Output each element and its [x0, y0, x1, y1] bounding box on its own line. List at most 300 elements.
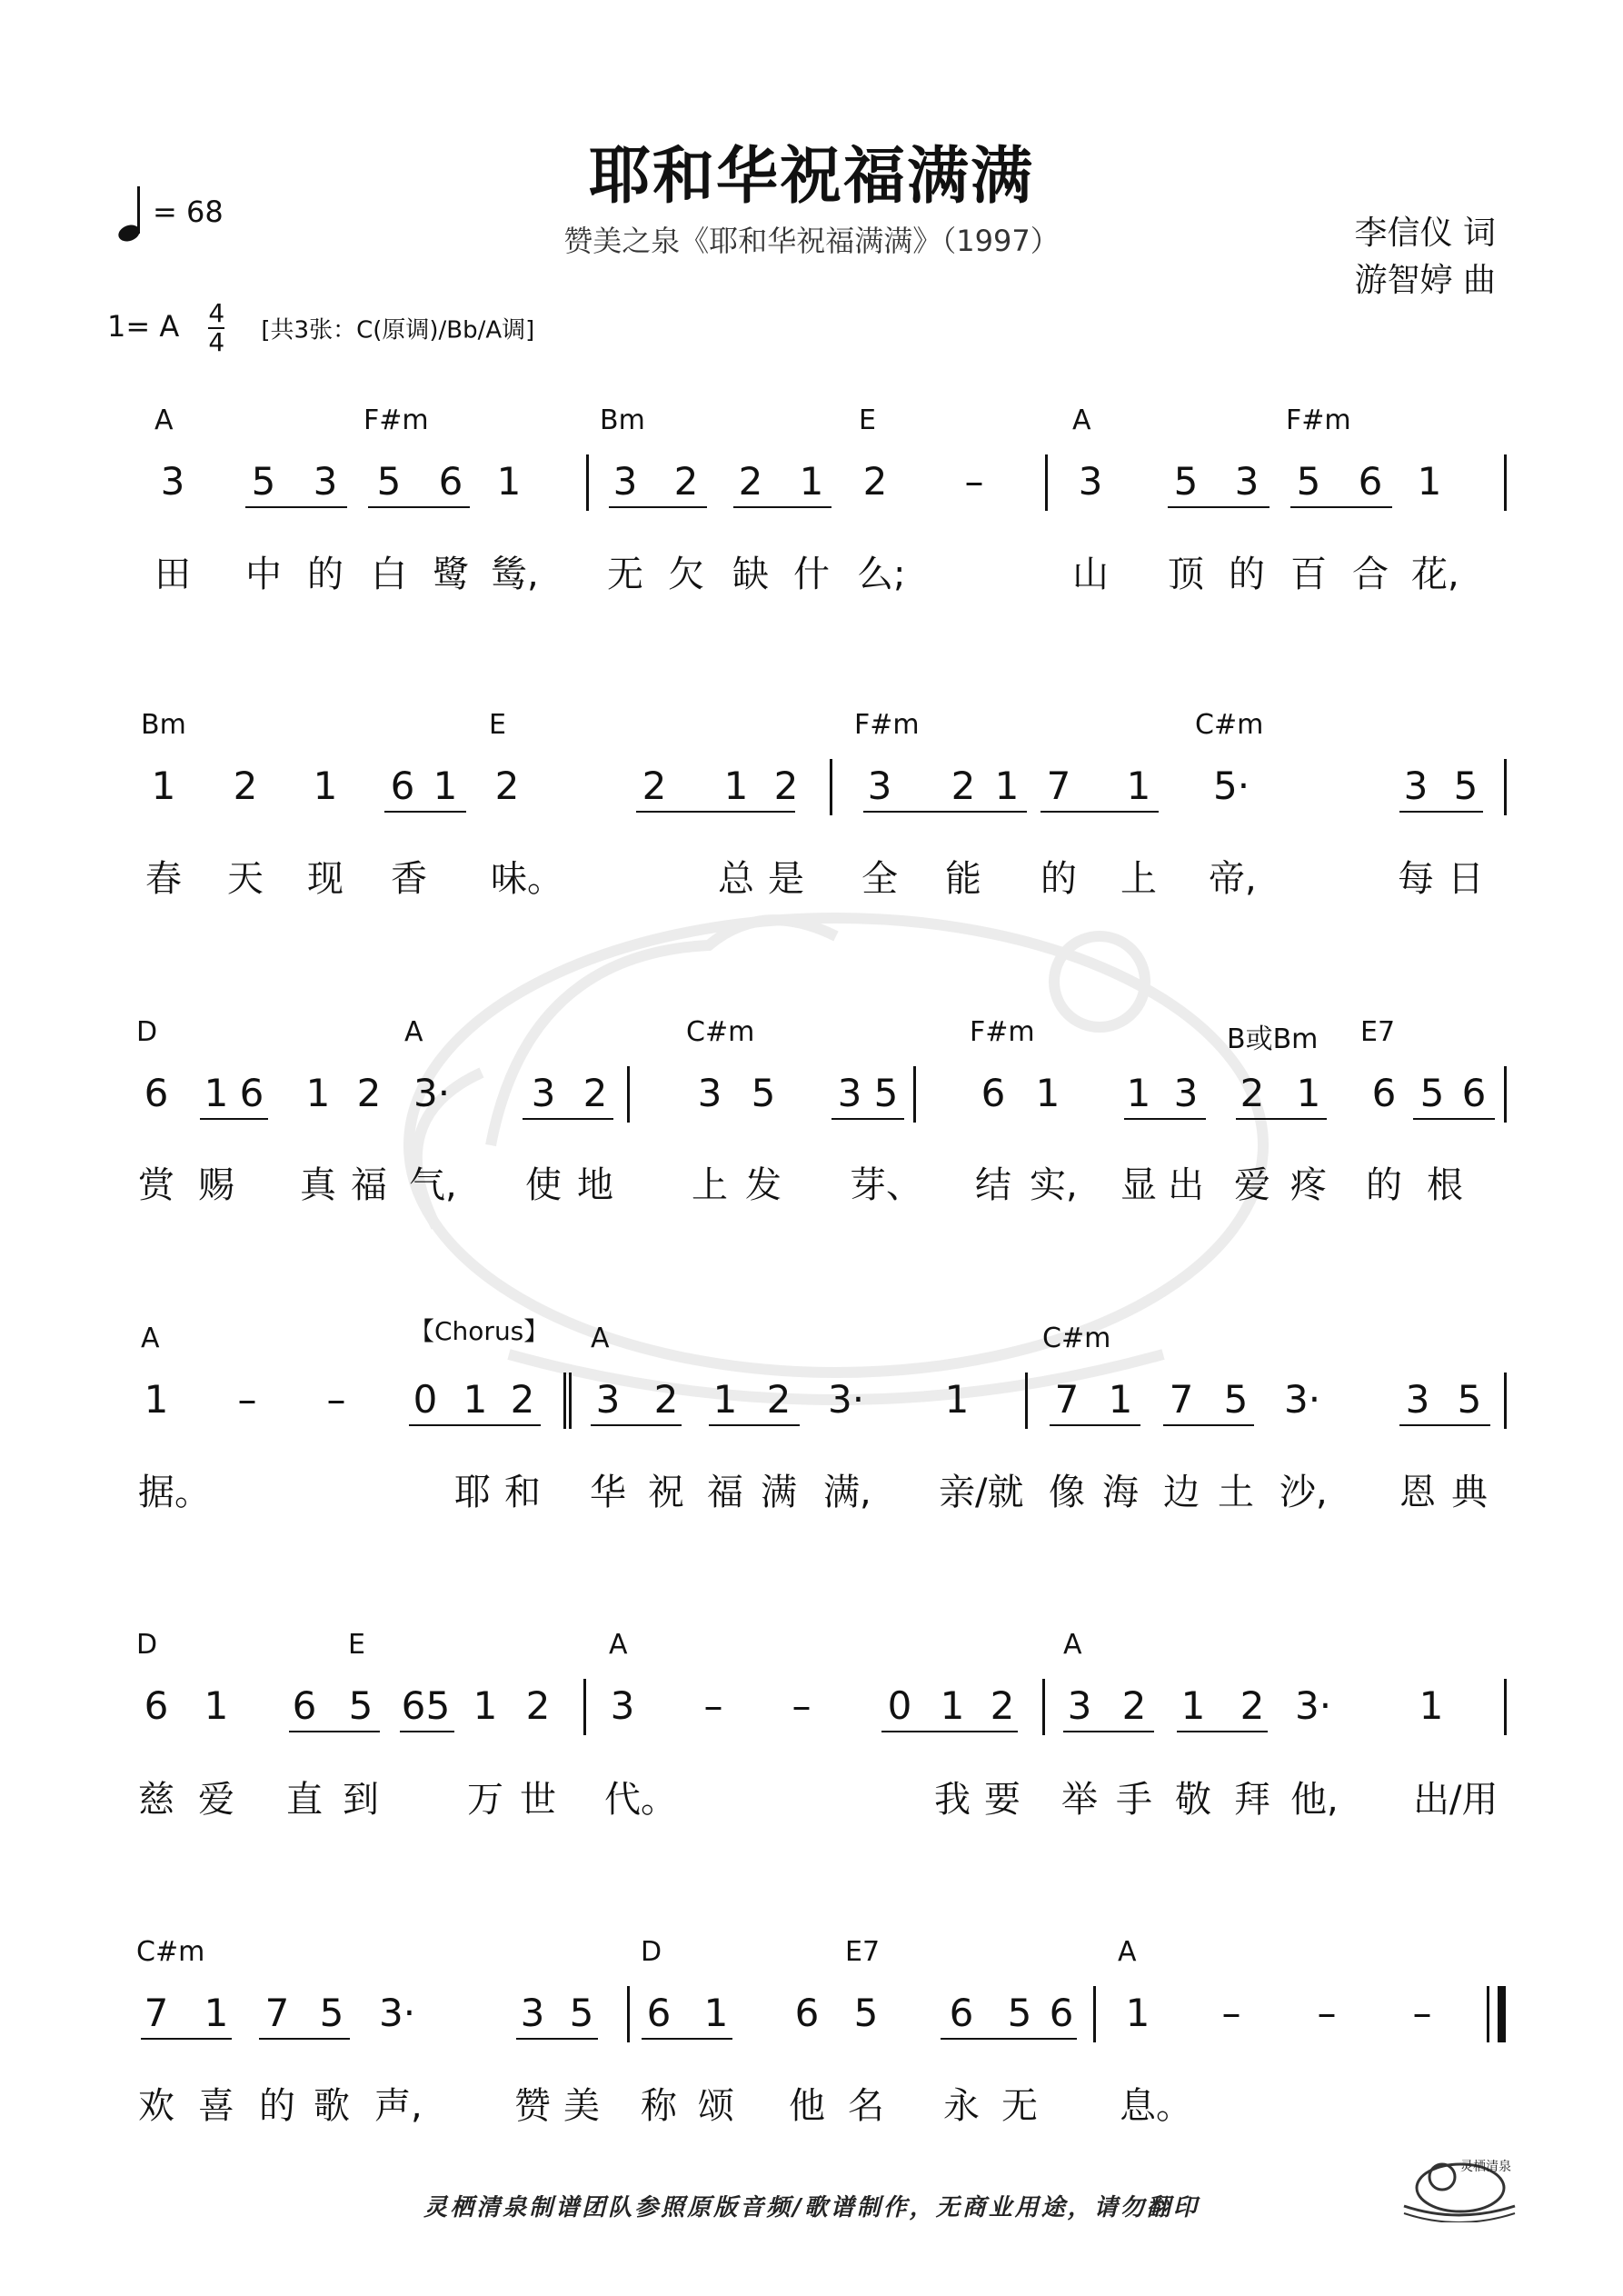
chord-symbol: C#m — [1042, 1323, 1111, 1354]
chord-symbol: A — [1072, 404, 1091, 436]
note-number: 1 — [1180, 1683, 1206, 1728]
chord-symbol: C#m — [136, 1936, 205, 1968]
lyric-syllable: 满, — [823, 1472, 871, 1513]
lyric-syllable: 欠 — [668, 554, 704, 595]
lyric-syllable: 出 — [1168, 1164, 1204, 1206]
note-number: 2 — [766, 1377, 792, 1422]
lyric-syllable: 亲/就 — [939, 1472, 1024, 1513]
note-number: 7 — [144, 1991, 169, 2035]
note-underline — [1050, 1424, 1140, 1426]
chord-symbol: A — [154, 404, 174, 436]
final-barline — [1498, 1986, 1506, 2042]
lyricist: 李信仪 词 — [1354, 215, 1496, 252]
chorus-label: 【Chorus】 — [409, 1316, 550, 1346]
chord-symbol: F#m — [363, 404, 429, 436]
lyric-syllable: 上 — [1120, 858, 1157, 900]
note-underline — [259, 2038, 350, 2040]
lyric-syllable: 总 — [718, 858, 754, 900]
barline — [1504, 1066, 1507, 1123]
note-underline — [709, 1424, 800, 1426]
lyric-syllable: 拜 — [1234, 1779, 1270, 1821]
chord-symbol: Bm — [600, 404, 645, 436]
note-number: 6 — [438, 459, 463, 504]
chorus-barline — [569, 1373, 572, 1429]
note-number: 7 — [1169, 1377, 1194, 1422]
note-underline — [1399, 811, 1483, 813]
barline — [1093, 1986, 1096, 2042]
lyric-syllable: 的 — [259, 2085, 295, 2127]
page-title: 耶和华祝福满满 — [588, 141, 1034, 213]
note-number: 3 — [1234, 459, 1260, 504]
note-number: 1 — [204, 1071, 229, 1115]
lyric-syllable: 的 — [307, 554, 344, 595]
note-number: 2 — [773, 764, 799, 808]
note-underline — [289, 1731, 380, 1732]
note-underline — [831, 1118, 904, 1120]
lyric-syllable: 歌 — [314, 2085, 350, 2127]
note-underline — [1124, 1118, 1206, 1120]
lyric-syllable: 举 — [1061, 1779, 1098, 1821]
lyric-syllable: 合 — [1352, 554, 1389, 595]
note-number: 3 — [520, 1991, 545, 2035]
lyric-syllable: 声, — [374, 2085, 423, 2127]
note-number: 2 — [642, 764, 667, 808]
lyric-syllable: 喜 — [198, 2085, 234, 2127]
lyric-syllable: 味。 — [491, 858, 563, 900]
lyric-syllable: 每 — [1398, 858, 1434, 900]
lyric-syllable: 爱 — [198, 1779, 234, 1821]
lyric-syllable: 能 — [945, 858, 981, 900]
note-number: 3 — [697, 1071, 722, 1115]
note-number: 1 — [313, 764, 338, 808]
lyric-syllable: 鸶, — [491, 554, 539, 595]
lyric-syllable: 显 — [1120, 1164, 1157, 1206]
note-number: 6 — [1371, 1071, 1397, 1115]
note-number: 1 — [1417, 459, 1442, 504]
time-sig-top: 4 — [208, 298, 225, 328]
note-number: 1 — [463, 1377, 488, 1422]
lyric-syllable: 名 — [848, 2085, 884, 2127]
note-underline — [368, 506, 470, 508]
final-barline-thin — [1487, 1986, 1489, 2042]
note-number: 3 — [867, 764, 892, 808]
note-number: 1 — [994, 764, 1020, 808]
lyric-syllable: 中 — [245, 554, 282, 595]
chord-symbol: A — [591, 1323, 610, 1354]
note-underline — [384, 811, 466, 813]
note-number: 7 — [1054, 1377, 1080, 1422]
chord-symbol: D — [136, 1016, 158, 1048]
key-signature — [107, 300, 534, 356]
note-number: 5 — [873, 1071, 899, 1115]
note-number: 3 — [1067, 1683, 1092, 1728]
note-underline — [1236, 1118, 1327, 1120]
note-underline — [245, 506, 347, 508]
lyric-syllable: 使 — [525, 1164, 562, 1206]
note-underline — [516, 2038, 598, 2040]
lyric-syllable: 气, — [409, 1164, 457, 1206]
lyric-syllable: 白 — [371, 554, 407, 595]
note-number: 1 — [473, 1683, 498, 1728]
note-underline — [141, 2038, 232, 2040]
note-underline — [1290, 506, 1392, 508]
chord-symbol: B或Bm — [1227, 1023, 1319, 1055]
note-underline — [733, 506, 831, 508]
lyric-syllable: 和 — [504, 1472, 541, 1513]
lyric-syllable: 的 — [1366, 1164, 1402, 1206]
note-number: 1 — [799, 459, 824, 504]
quarter-note-icon — [118, 186, 145, 241]
lyric-syllable: 恩 — [1399, 1472, 1436, 1513]
footer-note: 灵栖清泉制谱团队参照原版音频/歌谱制作，无商业用途，请勿翻印 — [423, 2194, 1200, 2221]
note-number: 1 — [1419, 1683, 1444, 1728]
note-number: 6 — [1049, 1991, 1074, 2035]
note-number: 5 — [348, 1683, 373, 1728]
lyric-syllable: 永 — [943, 2085, 980, 2127]
note-number: 3· — [1295, 1683, 1332, 1728]
lyric-syllable: 现 — [307, 858, 344, 900]
lyric-syllable: 芽、 — [850, 1164, 922, 1206]
lyric-syllable: 敬 — [1175, 1779, 1211, 1821]
watermark-logo — [327, 845, 1321, 1445]
barline — [1042, 1679, 1045, 1735]
chord-symbol: A — [1063, 1629, 1082, 1661]
note-number: 3 — [837, 1071, 862, 1115]
lyric-syllable: 无 — [607, 554, 643, 595]
lyric-syllable: 沙, — [1279, 1472, 1328, 1513]
lyric-syllable: 实, — [1030, 1164, 1078, 1206]
note-number: 1 — [712, 1377, 738, 1422]
note-number: 3 — [595, 1377, 621, 1422]
note-number: 1 — [204, 1683, 229, 1728]
note-number: 5 — [751, 1071, 776, 1115]
note-number: 3 — [1403, 764, 1429, 808]
lyric-syllable: 手 — [1116, 1779, 1152, 1821]
note-number: 3· — [379, 1991, 416, 2035]
note-underline — [863, 811, 1027, 813]
note-number: 5 — [425, 1683, 451, 1728]
lyric-syllable: 到 — [343, 1779, 379, 1821]
note-number: 2 — [1240, 1683, 1265, 1728]
barline — [627, 1066, 630, 1123]
lyric-syllable: 地 — [577, 1164, 613, 1206]
note-number: 6 — [144, 1071, 169, 1115]
lyric-syllable: 百 — [1290, 554, 1327, 595]
note-number: 6 — [401, 1683, 426, 1728]
note-number: 1 — [1035, 1071, 1060, 1115]
note-number: 1 — [204, 1991, 229, 2035]
lyric-syllable: 根 — [1427, 1164, 1463, 1206]
note-underline — [1163, 1424, 1254, 1426]
note-number: 6 — [794, 1991, 820, 2035]
lyric-syllable: 直 — [286, 1779, 323, 1821]
lyric-syllable: 万 — [467, 1779, 503, 1821]
sheep-logo-icon — [1395, 2141, 1522, 2222]
lyric-syllable: 香 — [391, 858, 427, 900]
chord-symbol: Bm — [141, 709, 186, 741]
note-number: – — [964, 459, 984, 504]
barline — [563, 1373, 566, 1429]
note-number: 3 — [1078, 459, 1103, 504]
note-number: 2 — [356, 1071, 382, 1115]
barline — [1504, 454, 1507, 511]
note-underline — [591, 1424, 682, 1426]
note-number: 2 — [233, 764, 258, 808]
lyric-syllable: 美 — [563, 2085, 600, 2127]
note-number: 5 — [1453, 764, 1479, 808]
note-number: 1 — [723, 764, 749, 808]
note-underline — [1168, 506, 1270, 508]
note-underline — [881, 1731, 1018, 1732]
note-number: 5 — [376, 459, 402, 504]
lyric-syllable: 赐 — [198, 1164, 234, 1206]
note-number: 5 — [1457, 1377, 1482, 1422]
note-underline — [409, 1424, 541, 1426]
chord-symbol: D — [136, 1629, 158, 1661]
barline — [1504, 1373, 1507, 1429]
lyric-syllable: 世 — [520, 1779, 556, 1821]
lyric-syllable: 出/用 — [1413, 1779, 1499, 1821]
lyric-syllable: 帝, — [1209, 858, 1257, 900]
note-number: 1 — [496, 459, 522, 504]
note-number: – — [1317, 1991, 1337, 2035]
lyric-syllable: 无 — [1001, 2085, 1038, 2127]
note-underline — [1399, 1424, 1490, 1426]
key-note: [共3张：C(原调)/Bb/A调] — [261, 316, 535, 344]
note-number: 1 — [1126, 764, 1151, 808]
note-number: 2 — [653, 1377, 679, 1422]
lyric-syllable: 耶 — [454, 1472, 491, 1513]
note-number: 6 — [1461, 1071, 1487, 1115]
chord-symbol: A — [1118, 1936, 1137, 1968]
note-number: 1 — [1126, 1071, 1151, 1115]
lyric-syllable: 全 — [861, 858, 898, 900]
chord-symbol: E — [489, 709, 506, 741]
note-number: 2 — [1240, 1071, 1265, 1115]
note-number: 3· — [413, 1071, 451, 1115]
composer: 游智婷 曲 — [1354, 262, 1496, 299]
lyric-syllable: 像 — [1049, 1472, 1085, 1513]
barline — [830, 759, 832, 815]
lyric-syllable: 缺 — [732, 554, 769, 595]
note-number: – — [237, 1377, 257, 1422]
note-number: 6 — [390, 764, 415, 808]
time-sig-bottom: 4 — [208, 327, 225, 357]
lyric-syllable: 我 — [934, 1779, 971, 1821]
note-number: 2 — [738, 459, 763, 504]
lyric-syllable: 欢 — [138, 2085, 174, 2127]
chord-symbol: A — [404, 1016, 423, 1048]
chord-symbol: F#m — [1286, 404, 1351, 436]
chord-symbol: D — [641, 1936, 662, 1968]
note-number: 6 — [646, 1991, 672, 2035]
note-number: 3 — [1405, 1377, 1430, 1422]
note-number: 6 — [144, 1683, 169, 1728]
note-number: 6 — [949, 1991, 974, 2035]
note-number: 7 — [1046, 764, 1071, 808]
lyric-syllable: 据。 — [138, 1472, 211, 1513]
lyric-syllable: 赏 — [138, 1164, 174, 1206]
lyric-syllable: 结 — [975, 1164, 1011, 1206]
note-number: 5 — [319, 1991, 344, 2035]
note-number: – — [326, 1377, 346, 1422]
lyric-syllable: 他, — [1290, 1779, 1339, 1821]
note-underline — [941, 2038, 1077, 2040]
lyric-syllable: 要 — [984, 1779, 1021, 1821]
note-number: 5· — [1213, 764, 1250, 808]
lyric-syllable: 祝 — [648, 1472, 684, 1513]
note-number: – — [1412, 1991, 1432, 2035]
lyric-syllable: 华 — [590, 1472, 626, 1513]
note-number: 1 — [940, 1683, 965, 1728]
note-number: 1 — [1125, 1991, 1150, 2035]
note-number: 6 — [239, 1071, 264, 1115]
note-underline — [636, 811, 795, 813]
note-number: 5 — [853, 1991, 879, 2035]
note-number: 0 — [887, 1683, 912, 1728]
note-number: 5 — [251, 459, 276, 504]
lyric-syllable: 山 — [1072, 554, 1109, 595]
note-underline — [523, 1118, 613, 1120]
note-number: 5 — [1223, 1377, 1249, 1422]
chord-symbol: E — [348, 1629, 365, 1661]
tempo-value: = 68 — [153, 195, 224, 229]
note-number: – — [703, 1683, 723, 1728]
note-underline — [1413, 1118, 1495, 1120]
lyric-syllable: 赞 — [514, 2085, 551, 2127]
note-number: 3 — [313, 459, 338, 504]
note-number: 3· — [1284, 1377, 1321, 1422]
note-number: 3 — [531, 1071, 556, 1115]
barline — [627, 1986, 630, 2042]
chord-symbol: C#m — [1195, 709, 1264, 741]
lyric-syllable: 称 — [641, 2085, 677, 2127]
note-number: 5 — [1007, 1991, 1032, 2035]
chord-symbol: E — [859, 404, 876, 436]
note-underline — [1063, 1731, 1154, 1732]
barline — [586, 454, 589, 511]
lyric-syllable: 发 — [745, 1164, 782, 1206]
lyric-syllable: 天 — [227, 858, 264, 900]
note-number: 2 — [990, 1683, 1015, 1728]
note-number: 1 — [305, 1071, 331, 1115]
note-underline — [642, 2038, 732, 2040]
lyric-syllable: 颂 — [698, 2085, 734, 2127]
lyric-syllable: 什 — [793, 554, 830, 595]
note-number: 6 — [292, 1683, 317, 1728]
tempo-marking — [118, 186, 224, 241]
lyric-syllable: 上 — [692, 1164, 728, 1206]
note-underline — [1177, 1731, 1268, 1732]
note-number: 2 — [862, 459, 888, 504]
note-number: 1 — [151, 764, 176, 808]
note-underline — [609, 506, 707, 508]
barline — [583, 1679, 586, 1735]
note-number: 3· — [828, 1377, 865, 1422]
lyric-syllable: 的 — [1229, 554, 1265, 595]
lyric-syllable: 息。 — [1120, 2085, 1192, 2127]
note-number: 2 — [951, 764, 976, 808]
subtitle: 赞美之泉《耶和华祝福满满》（1997） — [563, 224, 1060, 258]
barline — [1504, 759, 1507, 815]
note-number: 1 — [944, 1377, 970, 1422]
chord-symbol: E7 — [1360, 1016, 1396, 1048]
note-number: 1 — [433, 764, 458, 808]
note-number: 2 — [1121, 1683, 1147, 1728]
note-number: 2 — [525, 1683, 551, 1728]
note-number: 3 — [610, 1683, 635, 1728]
chord-symbol: C#m — [686, 1016, 755, 1048]
note-number: 5 — [569, 1991, 594, 2035]
lyric-syllable: 土 — [1218, 1472, 1254, 1513]
note-number: 2 — [673, 459, 699, 504]
barline — [1045, 454, 1048, 511]
lyric-syllable: 慈 — [138, 1779, 174, 1821]
note-number: 3 — [612, 459, 638, 504]
note-number: 5 — [1419, 1071, 1445, 1115]
time-signature — [208, 300, 224, 356]
note-number: – — [792, 1683, 812, 1728]
lyric-syllable: 顶 — [1168, 554, 1204, 595]
chord-symbol: F#m — [854, 709, 920, 741]
note-number: – — [1221, 1991, 1241, 2035]
lyric-syllable: 代。 — [604, 1779, 677, 1821]
note-number: 7 — [264, 1991, 290, 2035]
note-underline — [200, 1118, 268, 1120]
note-number: 5 — [1173, 459, 1199, 504]
lyric-syllable: 是 — [768, 858, 804, 900]
note-number: 6 — [981, 1071, 1006, 1115]
lyric-syllable: 么; — [857, 554, 906, 595]
brand-logo — [1395, 2141, 1522, 2222]
note-underline — [1041, 811, 1159, 813]
chord-symbol: A — [141, 1323, 160, 1354]
lyric-syllable: 典 — [1451, 1472, 1488, 1513]
chord-symbol: F#m — [970, 1016, 1035, 1048]
note-number: 1 — [144, 1377, 169, 1422]
chord-symbol: A — [609, 1629, 628, 1661]
note-number: 1 — [1296, 1071, 1321, 1115]
note-number: 0 — [413, 1377, 438, 1422]
note-number: 6 — [1358, 459, 1383, 504]
note-number: 2 — [582, 1071, 608, 1115]
key-label: 1= A — [107, 309, 180, 344]
note-number: 1 — [1108, 1377, 1133, 1422]
lyric-syllable: 疼 — [1290, 1164, 1327, 1206]
lyric-syllable: 海 — [1102, 1472, 1139, 1513]
barline — [1504, 1679, 1507, 1735]
lyric-syllable: 春 — [145, 858, 182, 900]
lyric-syllable: 满 — [761, 1472, 797, 1513]
lyric-syllable: 花, — [1411, 554, 1459, 595]
lyric-syllable: 福 — [351, 1164, 387, 1206]
note-number: 3 — [1173, 1071, 1199, 1115]
lyric-syllable: 鹭 — [433, 554, 469, 595]
lyric-syllable: 日 — [1448, 858, 1484, 900]
lyric-syllable: 田 — [154, 554, 191, 595]
barline — [913, 1066, 916, 1123]
note-number: 1 — [703, 1991, 729, 2035]
note-underline — [400, 1731, 454, 1732]
lyric-syllable: 真 — [300, 1164, 336, 1206]
lyric-syllable: 边 — [1163, 1472, 1200, 1513]
lyric-syllable: 的 — [1041, 858, 1077, 900]
chord-symbol: E7 — [845, 1936, 881, 1968]
barline — [1025, 1373, 1028, 1429]
note-number: 3 — [160, 459, 185, 504]
note-number: 5 — [1296, 459, 1321, 504]
lyric-syllable: 他 — [789, 2085, 825, 2127]
